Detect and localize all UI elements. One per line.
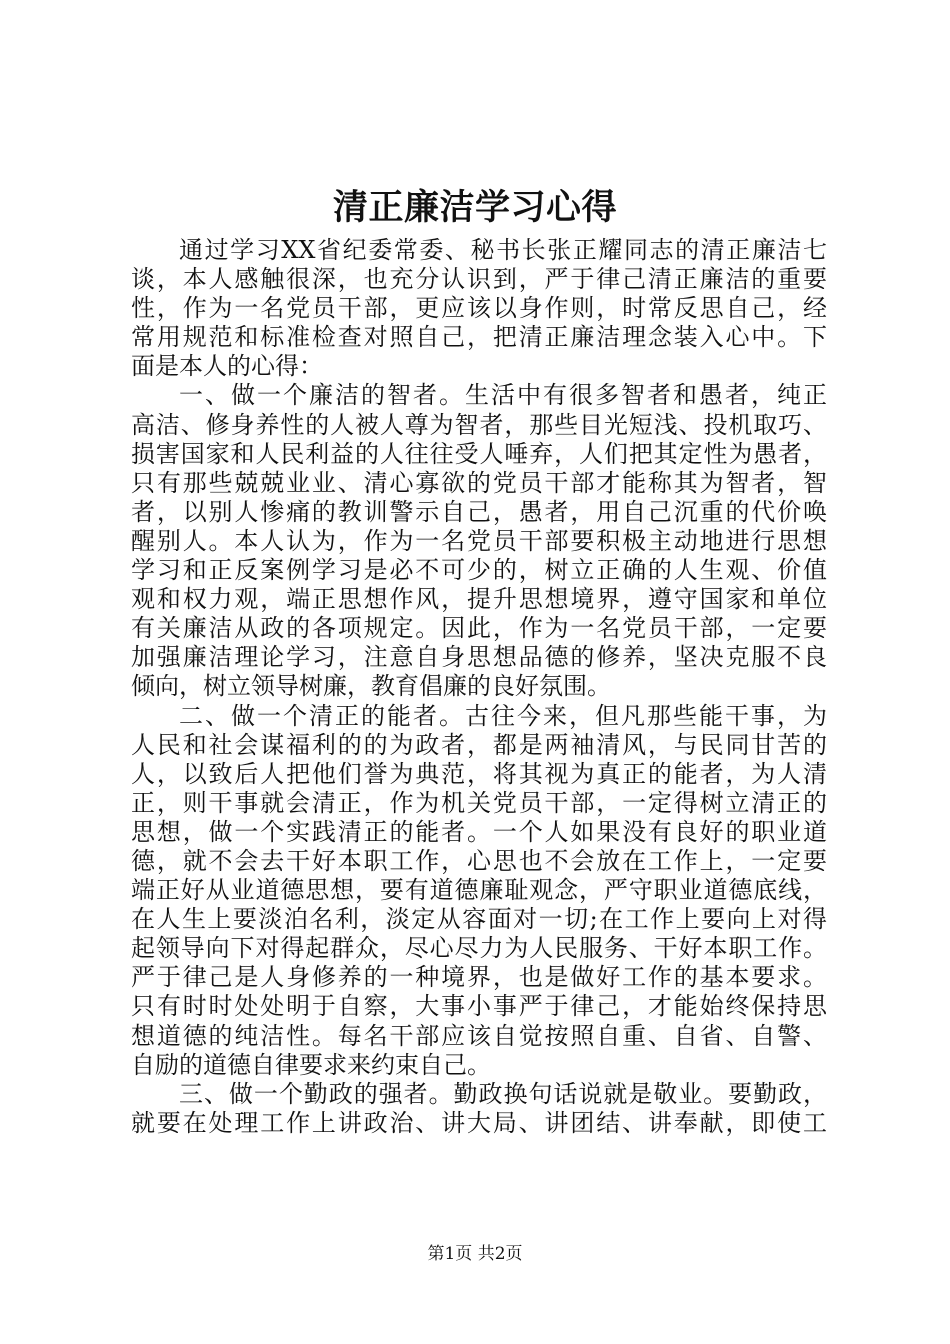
body-line: 端正好从业道德思想，要有道德廉耻观念，严守职业道德底线， bbox=[131, 876, 827, 905]
body-line: 二、做一个清正的能者。古往今来，但凡那些能干事，为 bbox=[179, 701, 827, 730]
body-line: 有关廉洁从政的各项规定。因此，作为一名党员干部，一定要 bbox=[131, 614, 827, 643]
body-line: 只有时时处处明于自察，大事小事严于律己，才能始终保持思 bbox=[131, 992, 827, 1021]
body-line: 三、做一个勤政的强者。勤政换句话说就是敬业。要勤政， bbox=[179, 1079, 827, 1108]
body-line: 学习和正反案例学习是必不可少的，树立正确的人生观、价值 bbox=[131, 556, 827, 585]
document-body bbox=[131, 236, 827, 1138]
body-line: 高洁、修身养性的人被人尊为智者，那些目光短浅、投机取巧、 bbox=[131, 410, 827, 439]
body-line: 人民和社会谋福利的的为政者，都是两袖清风，与民同甘苦的 bbox=[131, 730, 827, 759]
body-line: 想道德的纯洁性。每名干部应该自觉按照自重、自省、自警、 bbox=[131, 1021, 827, 1050]
body-line: 就要在处理工作上讲政治、讲大局、讲团结、讲奉献，即使工 bbox=[131, 1108, 827, 1137]
body-line: 加强廉洁理论学习，注意自身思想品德的修养，坚决克服不良 bbox=[131, 643, 827, 672]
body-line: 倾向，树立领导树廉，教育倡廉的良好氛围。 bbox=[131, 672, 611, 701]
body-line: 面是本人的心得： bbox=[131, 352, 323, 381]
body-line: 思想，做一个实践清正的能者。一个人如果没有良好的职业道 bbox=[131, 817, 827, 846]
body-line: 严于律己是人身修养的一种境界，也是做好工作的基本要求。 bbox=[131, 963, 827, 992]
body-line: 通过学习XX省纪委常委、秘书长张正耀同志的清正廉洁七 bbox=[179, 236, 827, 264]
body-line: 醒别人。本人认为，作为一名党员干部要积极主动地进行思想 bbox=[131, 526, 827, 555]
body-line: 损害国家和人民利益的人往往受人唾弃，人们把其定性为愚者， bbox=[131, 439, 827, 468]
body-line: 者，以别人惨痛的教训警示自己，愚者，用自己沉重的代价唤 bbox=[131, 497, 827, 526]
body-line: 谈，本人感触很深，也充分认识到，严于律己清正廉洁的重要 bbox=[131, 265, 827, 294]
body-line: 一、做一个廉洁的智者。生活中有很多智者和愚者，纯正 bbox=[179, 381, 827, 410]
body-line: 自励的道德自律要求来约束自己。 bbox=[131, 1050, 491, 1079]
body-line: 人，以致后人把他们誉为典范，将其视为真正的能者，为人清 bbox=[131, 759, 827, 788]
page-footer: 第1页 共2页 bbox=[427, 1244, 523, 1264]
body-line: 常用规范和标准检查对照自己，把清正廉洁理念装入心中。下 bbox=[131, 323, 827, 352]
body-line: 起领导向下对得起群众，尽心尽力为人民服务、干好本职工作。 bbox=[131, 934, 827, 963]
document-title: 清正廉洁学习心得 bbox=[332, 187, 617, 228]
body-line: 在人生上要淡泊名利，淡定从容面对一切;在工作上要向上对得 bbox=[131, 905, 827, 934]
body-line: 观和权力观，端正思想作风，提升思想境界，遵守国家和单位 bbox=[131, 585, 827, 614]
body-line: 只有那些兢兢业业、清心寡欲的党员干部才能称其为智者，智 bbox=[131, 468, 827, 497]
body-line: 性，作为一名党员干部，更应该以身作则，时常反思自己，经 bbox=[131, 294, 827, 323]
body-line: 德，就不会去干好本职工作，心思也不会放在工作上，一定要 bbox=[131, 846, 827, 875]
body-line: 正，则干事就会清正，作为机关党员干部，一定得树立清正的 bbox=[131, 788, 827, 817]
